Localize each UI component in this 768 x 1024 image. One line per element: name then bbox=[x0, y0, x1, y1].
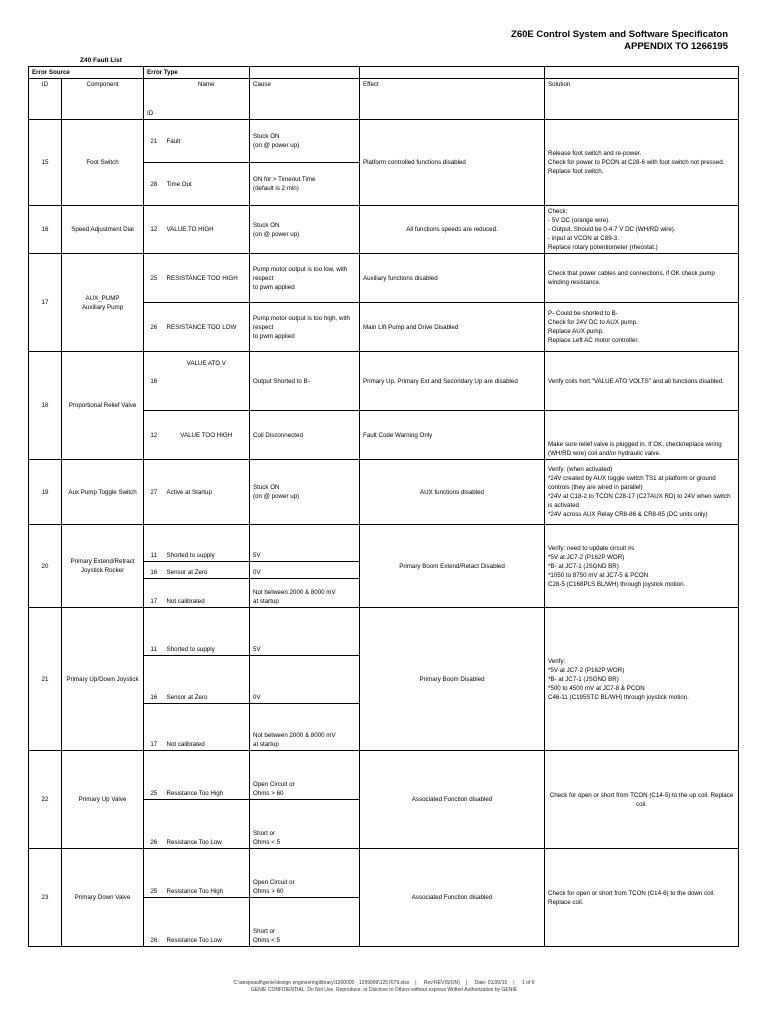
fault-component: Primary Up Valve bbox=[62, 751, 144, 849]
type-name: Active at Startup bbox=[164, 460, 250, 525]
type-id: 25 bbox=[144, 751, 164, 800]
fault-component: Primary Down Valve bbox=[62, 849, 144, 947]
type-name: RESISTANCE TOO LOW bbox=[164, 303, 250, 352]
fault-table bbox=[28, 66, 739, 947]
error-type-header: Error Type bbox=[144, 67, 250, 79]
type-name: Sensor at Zero bbox=[164, 656, 250, 704]
type-id: 28 bbox=[144, 163, 164, 206]
type-id: 11 bbox=[144, 525, 164, 562]
footer-page-number: 1 of 6 bbox=[521, 980, 535, 986]
type-cause: Short or Ohms < 5 bbox=[250, 800, 360, 849]
type-id: 11 bbox=[144, 608, 164, 656]
footer-date: Date: 01/30/15 bbox=[474, 980, 508, 986]
fault-effect: AUX functions disabled bbox=[360, 460, 545, 525]
type-effect: Primary Up, Primary Ext and Secondary Up are disabled bbox=[360, 352, 545, 411]
footer-file-path: C:\aespvault\genie\design engineering\library\1200000 - 1299999\1257679.xlsx bbox=[233, 980, 410, 986]
type-id: 26 bbox=[144, 800, 164, 849]
type-solution: P- Could be shorted to B- Check for 24V DC to AUX pump. Replace AUX pump. Replace Left AC motor controller. bbox=[545, 303, 739, 352]
type-solution: Verify coils hort "VALUE ATO VOLTS" and all functions disabled. bbox=[545, 352, 739, 411]
fault-effect: Primary Boom Disabled bbox=[360, 608, 545, 751]
type-id: 27 bbox=[144, 460, 164, 525]
type-id: 16 bbox=[144, 352, 164, 411]
fault-id: 22 bbox=[29, 751, 62, 849]
type-id: 21 bbox=[144, 120, 164, 163]
fault-list-title: Z40 Fault List bbox=[80, 57, 122, 64]
type-id: 17 bbox=[144, 704, 164, 751]
type-name: VALUE TOO HIGH bbox=[164, 411, 250, 460]
document-title: Z60E Control System and Software Specificaton bbox=[511, 29, 728, 40]
type-name: Not calibrated bbox=[164, 704, 250, 751]
type-cause: Short or Ohms < 5 bbox=[250, 898, 360, 947]
fault-id: 17 bbox=[29, 254, 62, 352]
type-id: 26 bbox=[144, 898, 164, 947]
type-name: Shorted to supply bbox=[164, 608, 250, 656]
fault-component: Primary Up/Down Joystick bbox=[62, 608, 144, 751]
fault-solution: Verify: need to update circuit #s *5V at JC7-2 (P162P WOR) *B- at JC7-1 (JSGND BR) *1050 to 8750 mV at JC7-5 & PCON C28-5 (C168PLS BL/WH) through joystick motion. bbox=[545, 525, 739, 608]
cause-header: Cause bbox=[250, 79, 360, 120]
fault-id: 23 bbox=[29, 849, 62, 947]
type-name: Resistance Too High bbox=[164, 849, 250, 898]
type-id: 26 bbox=[144, 303, 164, 352]
type-cause: Pump motor output is too low, with respect to pwm applied bbox=[250, 254, 360, 303]
fault-id: 16 bbox=[29, 206, 62, 254]
type-cause: 5V bbox=[250, 525, 360, 562]
fault-component: Proportional Relief Valve bbox=[62, 352, 144, 460]
footer-revision: Rev:REVISION) bbox=[423, 980, 460, 986]
fault-id: 18 bbox=[29, 352, 62, 460]
fault-solution: Verify: *5V at JC7-2 (P162P WOR) *B- at JC7-1 (JSGND BR) *500 to 4500 mV at JC7-8 & PCON C46-11 (C195STC BL/WH) through joystick motion. bbox=[545, 608, 739, 751]
fault-id: 15 bbox=[29, 120, 62, 206]
type-solution: Make sure relief valve is plugged in. If OK, check/replace wiring (WH/RD wire) coil and/or hydraulic valve. bbox=[545, 411, 739, 460]
component-header: Component bbox=[62, 79, 144, 120]
solution-header: Solution bbox=[545, 79, 739, 120]
type-solution: Check that power cables and connections, if OK check pump winding resistance. bbox=[545, 254, 739, 303]
fault-effect: Primary Boom Extend/Retact Disabled bbox=[360, 525, 545, 608]
type-name: Resistance Too Low bbox=[164, 898, 250, 947]
type-cause: 0V bbox=[250, 656, 360, 704]
type-cause: Stuck ON (on @ power up) bbox=[250, 120, 360, 163]
page-footer: C:\aespvault\genie\design engineering\library\1200000 - 1299999\1257679.xlsx | Rev:REVISION) | Date: 01/30/15 | 1 of 6 GENIE CONFIDENTIAL: Do Not Use, Reproduce, or Disclose to Others without express Written Authorization by GENIE bbox=[0, 980, 768, 993]
type-name: Fault bbox=[164, 120, 250, 163]
type-id: 25 bbox=[144, 849, 164, 898]
fault-effect: Associated Function disabled bbox=[360, 751, 545, 849]
fault-component: Primary Extend/Retract Joystick Rocker bbox=[62, 525, 144, 608]
name-header: Name bbox=[164, 79, 250, 120]
type-effect: Fault Code Warning Only bbox=[360, 411, 545, 460]
type-name: Resistance Too High bbox=[164, 751, 250, 800]
type-cause: ON for > Timeout Time (default is 2 min) bbox=[250, 163, 360, 206]
type-id: 25 bbox=[144, 254, 164, 303]
type-name: RESISTANCE TOO HIGH bbox=[164, 254, 250, 303]
type-name: Shorted to supply bbox=[164, 525, 250, 562]
type-cause: Open Circuit or Ohms > 60 bbox=[250, 849, 360, 898]
fault-solution: Check for open or short from TCON (C14-6) to the down coil. Replace coil. bbox=[545, 849, 739, 947]
type-cause: Open Circuit or Ohms > 60 bbox=[250, 751, 360, 800]
type-name: Time Out bbox=[164, 163, 250, 206]
type-cause: 5V bbox=[250, 608, 360, 656]
fault-effect: Platform controlled functions disabled bbox=[360, 120, 545, 206]
type-name: VALUE TO HIGH bbox=[164, 206, 250, 254]
fault-component: Speed Adjustment Dial bbox=[62, 206, 144, 254]
type-id: 16 bbox=[144, 656, 164, 704]
fault-component: Aux Pump Toggle Switch bbox=[62, 460, 144, 525]
type-cause: Stuck ON (on @ power up) bbox=[250, 206, 360, 254]
type-name: VALUE ATO V bbox=[164, 352, 250, 411]
type-effect: Auxiliary functions disabled bbox=[360, 254, 545, 303]
type-cause: Stuck ON (on @ power up) bbox=[250, 460, 360, 525]
document-subtitle: APPENDIX TO 1266195 bbox=[624, 41, 728, 52]
footer-confidential: GENIE CONFIDENTIAL: Do Not Use, Reproduce, or Disclose to Others without express Written Authorization by GENIE bbox=[250, 986, 518, 993]
sub-id-header: ID bbox=[144, 79, 164, 120]
type-cause: Not between 2000 & 8000 mV at startup bbox=[250, 579, 360, 608]
effect-header: Effect bbox=[360, 79, 545, 120]
type-cause: 0V bbox=[250, 562, 360, 579]
fault-effect: Associated Function disabled bbox=[360, 849, 545, 947]
type-id: 12 bbox=[144, 206, 164, 254]
id-header: ID bbox=[29, 79, 62, 120]
type-name: Sensor at Zero bbox=[164, 562, 250, 579]
type-id: 17 bbox=[144, 579, 164, 608]
fault-id: 19 bbox=[29, 460, 62, 525]
type-name: Not calibrated bbox=[164, 579, 250, 608]
type-cause: Pump motor output is too high, with respect to pwm applied bbox=[250, 303, 360, 352]
type-name: Resistance Too Low bbox=[164, 800, 250, 849]
fault-solution: Check: - 5V DC (orange wire). - Output. Should be 0-4.7 V DC (WH/RD wire). - input at VCON at C89-3. Replace rotary potentiometer (rheostat.) bbox=[545, 206, 739, 254]
type-effect: Main Lift Pump and Drive Disabled bbox=[360, 303, 545, 352]
type-id: 12 bbox=[144, 411, 164, 460]
type-cause: Coil Disconnected bbox=[250, 411, 360, 460]
fault-solution: Verify: (when activated) *24V created by AUX toggle switch TS1 at platform or ground controls (they are wired in parallel) *24V at C18-2 to TCON C28-17 (C27AUX RD) to 24V when switch is activated *24V across AUX Relay CR8-86 & CR8-85 (DC units only) bbox=[545, 460, 739, 525]
fault-solution: Release foot switch and re-power. Check for power to PCON at C28-6 with foot switch not pressed. Replace foot switch. bbox=[545, 120, 739, 206]
fault-id: 21 bbox=[29, 608, 62, 751]
fault-effect: All functions speeds are reduced. bbox=[360, 206, 545, 254]
error-source-header: Error Source bbox=[29, 67, 144, 79]
document-header bbox=[511, 29, 728, 53]
type-cause: Not between 2000 & 8000 mV at startup bbox=[250, 704, 360, 751]
fault-solution: Check for open or short from TCON (C14-5) to the up coil. Replace coil. bbox=[545, 751, 739, 849]
fault-component: AUX_PUMP Auxiliary Pump bbox=[62, 254, 144, 352]
fault-id: 20 bbox=[29, 525, 62, 608]
type-id: 16 bbox=[144, 562, 164, 579]
fault-component: Foot Switch bbox=[62, 120, 144, 206]
type-cause: Output Shorted to B- bbox=[250, 352, 360, 411]
